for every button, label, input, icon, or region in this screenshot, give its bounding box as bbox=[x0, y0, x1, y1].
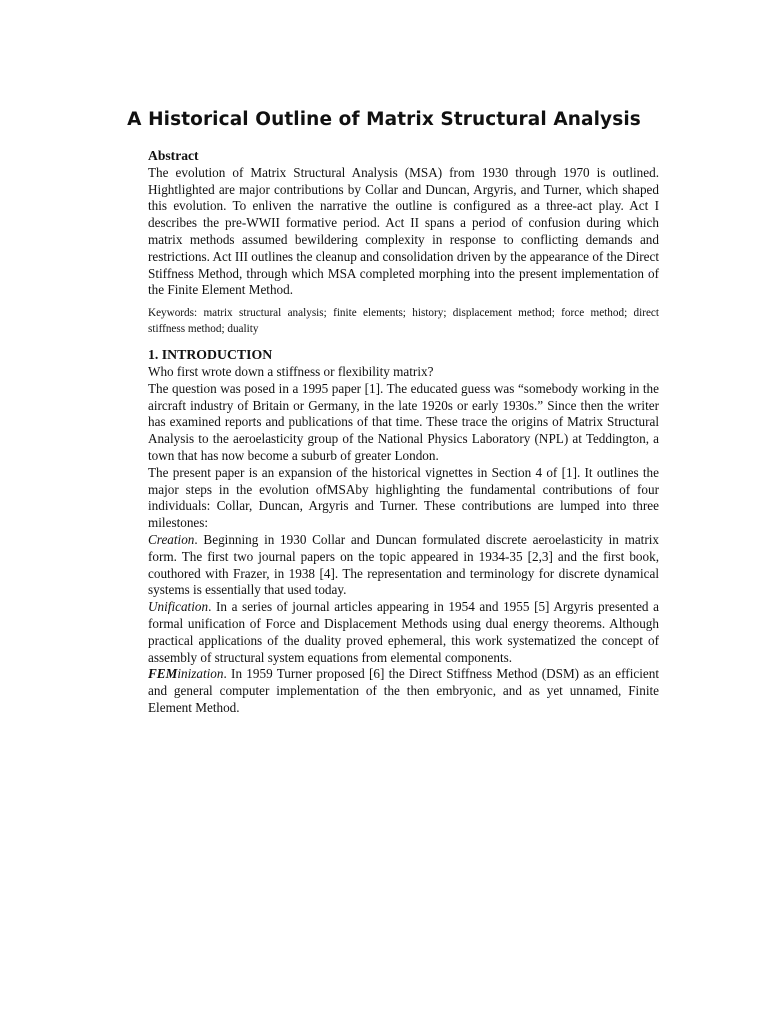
abstract-text: The evolution of Matrix Structural Analysis (MSA) from 1930 through 1970 is outlined. Hightlighted are major contributions by Collar and Duncan, Argyris, and Turner, which shaped this evolution. To enliven the narrative the outline is configured as a three-act play. Act I describes the pre-WWII formative period. Act II spans a period of confusion during which matrix methods assumed bewildering complexity in response to conflicting demands and restrictions. Act III outlines the cleanup and consolidation driven by the appearance of the Direct Stiffness Method, through which MSA completed morphing into the present implementation of the Finite Element Method. bbox=[148, 164, 659, 298]
feminization-text: . In 1959 Turner proposed [6] the Direct Stiffness Method (DSM) as an efficient and general computer implementation of the then embryonic, and as yet unnamed, Finite Element Method. bbox=[148, 666, 659, 715]
milestone-unification bbox=[148, 599, 659, 666]
intro-paragraph-1: The question was posed in a 1995 paper [1]. The educated guess was “somebody working in the aircraft industry of Britain or Germany, in the late 1920s or early 1930s.” Since then the writer has examined reports and publications of that time. These trace the origins of Matrix Structural Analysis to the aeroelasticity group of the National Physics Laboratory (NPL) at Teddington, a town that has now become a suburb of greater London. bbox=[148, 380, 659, 463]
paper-body bbox=[148, 148, 659, 717]
milestone-creation bbox=[148, 532, 659, 599]
intro-question: Who first wrote down a stiffness or flexibility matrix? bbox=[148, 363, 434, 379]
intro-paragraph-2: The present paper is an expansion of the historical vignettes in Section 4 of [1]. It outlines the major steps in the evolution ofMSAby highlighting the fundamental contributions of four individuals: Collar, Duncan, Argyris and Turner. These contributions are lumped into three milestones: bbox=[148, 464, 659, 531]
feminization-label-caps: FEM bbox=[148, 666, 178, 682]
introduction-heading: 1. INTRODUCTION bbox=[148, 347, 273, 363]
creation-text: . Beginning in 1930 Collar and Duncan formulated discrete aeroelasticity in matrix form. The first two journal papers on the topic appeared in 1934-35 [2,3] and the first book, couthored with Frazer, in 1938 [4]. The representation and terminology for discrete dynamical systems is essentially that used today. bbox=[148, 531, 659, 598]
milestone-feminization bbox=[148, 666, 659, 716]
feminization-label bbox=[148, 666, 224, 681]
keywords: Keywords: matrix structural analysis; finite elements; history; displacement method; force method; direct stiffness method; duality bbox=[148, 307, 659, 335]
feminization-label-rest: inization bbox=[177, 666, 224, 682]
creation-label: Creation bbox=[148, 531, 195, 547]
abstract-heading: Abstract bbox=[148, 148, 199, 163]
unification-text: . In a series of journal articles appearing in 1954 and 1955 [5] Argyris presented a formal unification of Force and Displacement Methods using dual energy theorems. Although practical applications of the duality proved ephemeral, this work systematized the concept of assembly of structural system equations from elemental components. bbox=[148, 599, 659, 665]
unification-label: Unification bbox=[148, 599, 209, 615]
paper-title: A Historical Outline of Matrix Structural Analysis bbox=[127, 109, 641, 130]
